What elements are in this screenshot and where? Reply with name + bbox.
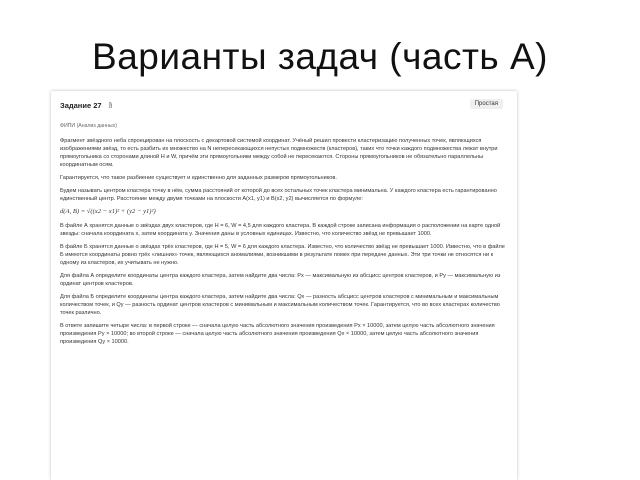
task-paragraph: Гарантируется, что такое разбиение существует и единственно для заданных размеров прямоугольников. xyxy=(60,175,337,181)
distance-formula: d(A, B) = √((x2 − x1)² + (y2 − y1)²) xyxy=(60,208,156,215)
task-body xyxy=(60,137,508,351)
task-header xyxy=(60,100,114,110)
task-paragraph: В файле Б хранятся данные о звёздах трёх кластеров, где H = 5, W = 6 для каждого кластера. Известно, что количество звёзд не превышает 1000. Известно, что в файле Б имеются координаты ровно трёх «лишних» точек, являющихся аномалиями, возникшими в результате помех при передаче данных. Эти три точки не относятся ни к одному из кластеров, их учитывать не нужно. xyxy=(60,244,505,266)
task-paragraph: Для файла Б определите координаты центра каждого кластера, затем найдите два числа: Qx — разность абсцисс центров кластеров с минимальным и максимальным количеством точек, и Qy — разность ординат центров кластеров с минимальным и максимальным количеством точек. Гарантируется, что во всех кластерах количество точек различно. xyxy=(60,294,500,316)
task-source[interactable]: ФИПИ (Анализ данных) xyxy=(60,123,117,129)
slide-title: Варианты задач (часть А) xyxy=(92,36,548,77)
task-paragraph: В файле А хранятся данные о звёздах двух кластеров, где H = 6, W = 4,5 для каждого кластера. В каждой строке записана информация о расположении на карте одной звезды: сначала координата x, затем координата y. Значения даны в условных единицах. Известно, что количество звёзд не превышает 1000. xyxy=(60,223,501,237)
task-paragraph: Фрагмент звёздного неба спроецирован на плоскость с декартовой системой координат. Учёный решил провести кластеризацию полученных точек, являющихся изображениями звёзд, то есть разбить их множество на N непересекающихся непустых подмножеств (кластеров), таких что точки каждого подмножества лежат внутри прямоугольника со сторонами длиной H и W, причём эти прямоугольники между собой не пересекаются. Стороны прямоугольников не обязательно параллельны координатным осям. xyxy=(60,138,498,168)
task-paragraph: В ответе запишите четыре числа: в первой строке — сначала целую часть абсолютного значения произведения Px × 10000, затем целую часть абсолютного значения произведения Py × 10000; во второй строке — сначала целую часть абсолютного значения произведения Qx × 10000, затем целую часть абсолютного значения произведения Qy × 10000. xyxy=(60,323,495,345)
task-paragraph: Для файла А определите координаты центра каждого кластера, затем найдите два числа: Px — максимальную из абсцисс центров кластеров, и Py — максимальную из ординат центров кластеров. xyxy=(60,273,501,287)
task-title: Задание 27 xyxy=(60,100,102,110)
task-panel xyxy=(51,91,517,480)
task-paragraph: Будем называть центром кластера точку в нём, сумма расстояний от которой до всех остальных точек кластера минимальна. У каждого кластера есть гарантированно единственный центр. Расстояние между двумя точками на плоскости A(x1, y1) и B(x2, y2) вычисляется по формуле: xyxy=(60,188,497,202)
paperclip-icon[interactable] xyxy=(107,101,114,109)
difficulty-badge: Простая xyxy=(470,99,503,109)
